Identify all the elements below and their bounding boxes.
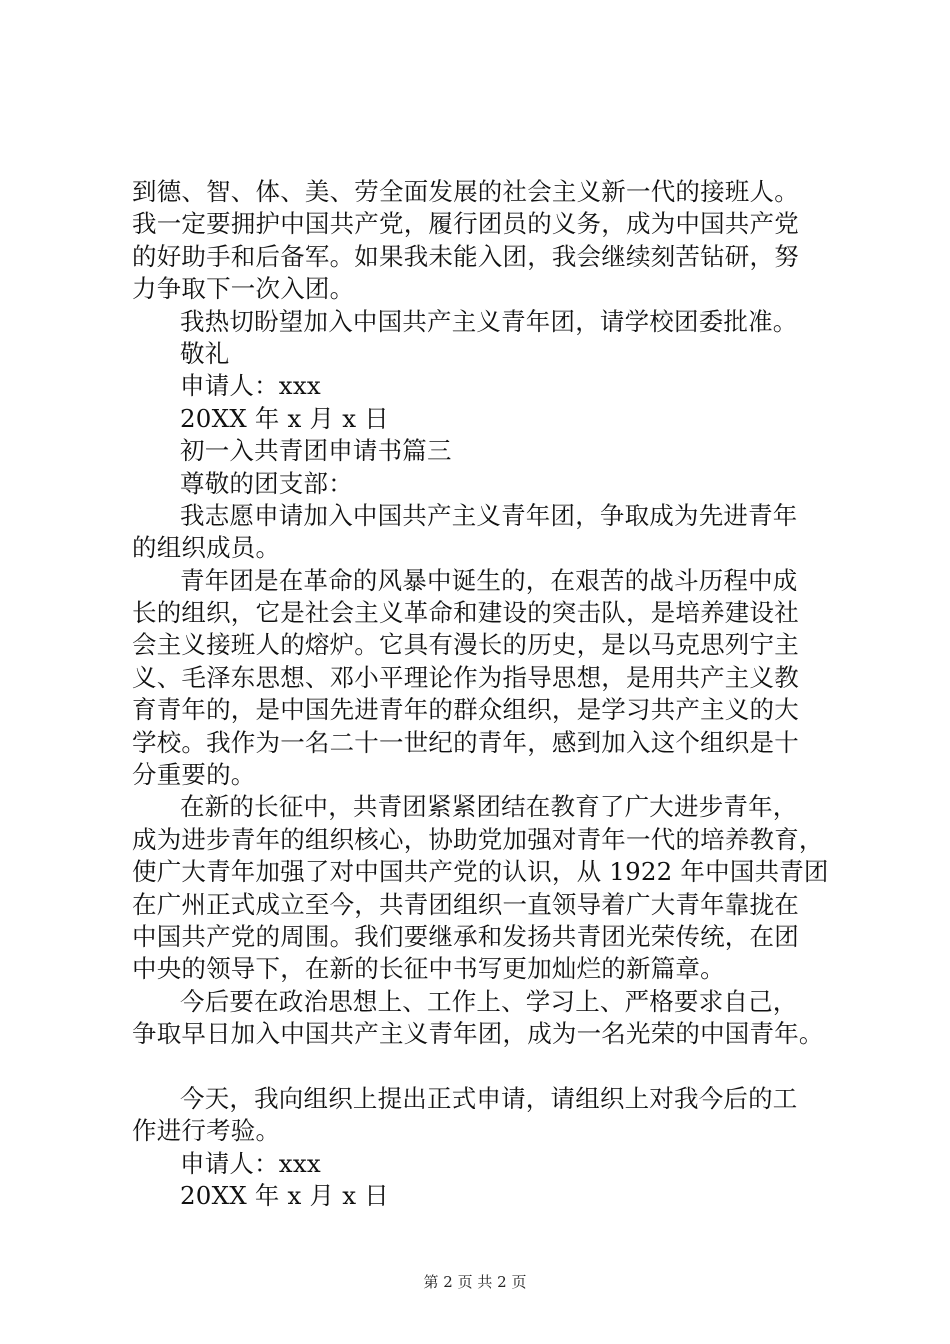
text-line: 分重要的。 bbox=[132, 760, 256, 790]
blank-line bbox=[132, 1051, 832, 1083]
section-title: 初一入共青团申请书篇三 bbox=[180, 436, 452, 466]
text-line: 力争取下一次入团。 bbox=[132, 274, 355, 304]
text-line: 在广州正式成立至今，共青团组织一直领导着广大青年靠拢在 bbox=[132, 889, 799, 919]
text-line: 今天，我向组织上提出正式申请，请组织上对我今后的工 bbox=[180, 1083, 798, 1113]
document-body bbox=[132, 176, 832, 1213]
date-line: 20XX 年 x 月 x 日 bbox=[180, 1181, 389, 1211]
text-line: 育青年的，是中国先进青年的群众组织，是学习共产主义的大 bbox=[132, 695, 799, 725]
greeting-line: 尊敬的团支部： bbox=[180, 468, 353, 498]
text-line: 在新的长征中，共青团紧紧团结在教育了广大进步青年， bbox=[180, 792, 798, 822]
text-line: 中央的领导下，在新的长征中书写更加灿烂的新篇章。 bbox=[132, 954, 725, 984]
text-line: 的组织成员。 bbox=[132, 533, 281, 563]
text-line: 的好助手和后备军。如果我未能入团，我会继续刻苦钻研，努 bbox=[132, 241, 799, 271]
text-line: 青年团是在革命的风暴中诞生的，在艰苦的战斗历程中成 bbox=[180, 565, 798, 595]
text-line: 我一定要拥护中国共产党，履行团员的义务，成为中国共产党 bbox=[132, 209, 799, 239]
request-approval-line: 我热切盼望加入中国共产主义青年团，请学校团委批准。 bbox=[180, 306, 798, 336]
text-line: 长的组织，它是社会主义革命和建设的突击队，是培养建设社 bbox=[132, 598, 799, 628]
applicant-line: 申请人：xxx bbox=[180, 1148, 321, 1178]
text-line: 我志愿申请加入中国共产主义青年团，争取成为先进青年 bbox=[180, 500, 798, 530]
text-line: 作进行考验。 bbox=[132, 1116, 281, 1146]
text-line: 学校。我作为一名二十一世纪的青年，感到加入这个组织是十 bbox=[132, 727, 799, 757]
applicant-line: 申请人：xxx bbox=[180, 371, 321, 401]
text-line: 争取早日加入中国共产主义青年团，成为一名光荣的中国青年。 bbox=[132, 1019, 824, 1049]
text-line: 会主义接班人的熔炉。它具有漫长的历史，是以马克思列宁主 bbox=[132, 630, 799, 660]
text-line: 成为进步青年的组织核心，协助党加强对青年一代的培养教育， bbox=[132, 824, 824, 854]
salutation-line: 敬礼 bbox=[180, 338, 230, 368]
text-line: 到德、智、体、美、劳全面发展的社会主义新一代的接班人。 bbox=[132, 177, 799, 206]
text-line: 使广大青年加强了对中国共产党的认识，从 1922 年中国共青团 bbox=[132, 857, 829, 887]
page-footer: 第 2 页 共 2 页 bbox=[423, 1273, 527, 1291]
text-line: 中国共产党的周围。我们要继承和发扬共青团光荣传统，在团 bbox=[132, 921, 799, 951]
text-line: 今后要在政治思想上、工作上、学习上、严格要求自己， bbox=[180, 986, 798, 1016]
text-line: 义、毛泽东思想、邓小平理论作为指导思想，是用共产主义教 bbox=[132, 662, 799, 692]
date-line: 20XX 年 x 月 x 日 bbox=[180, 403, 389, 433]
